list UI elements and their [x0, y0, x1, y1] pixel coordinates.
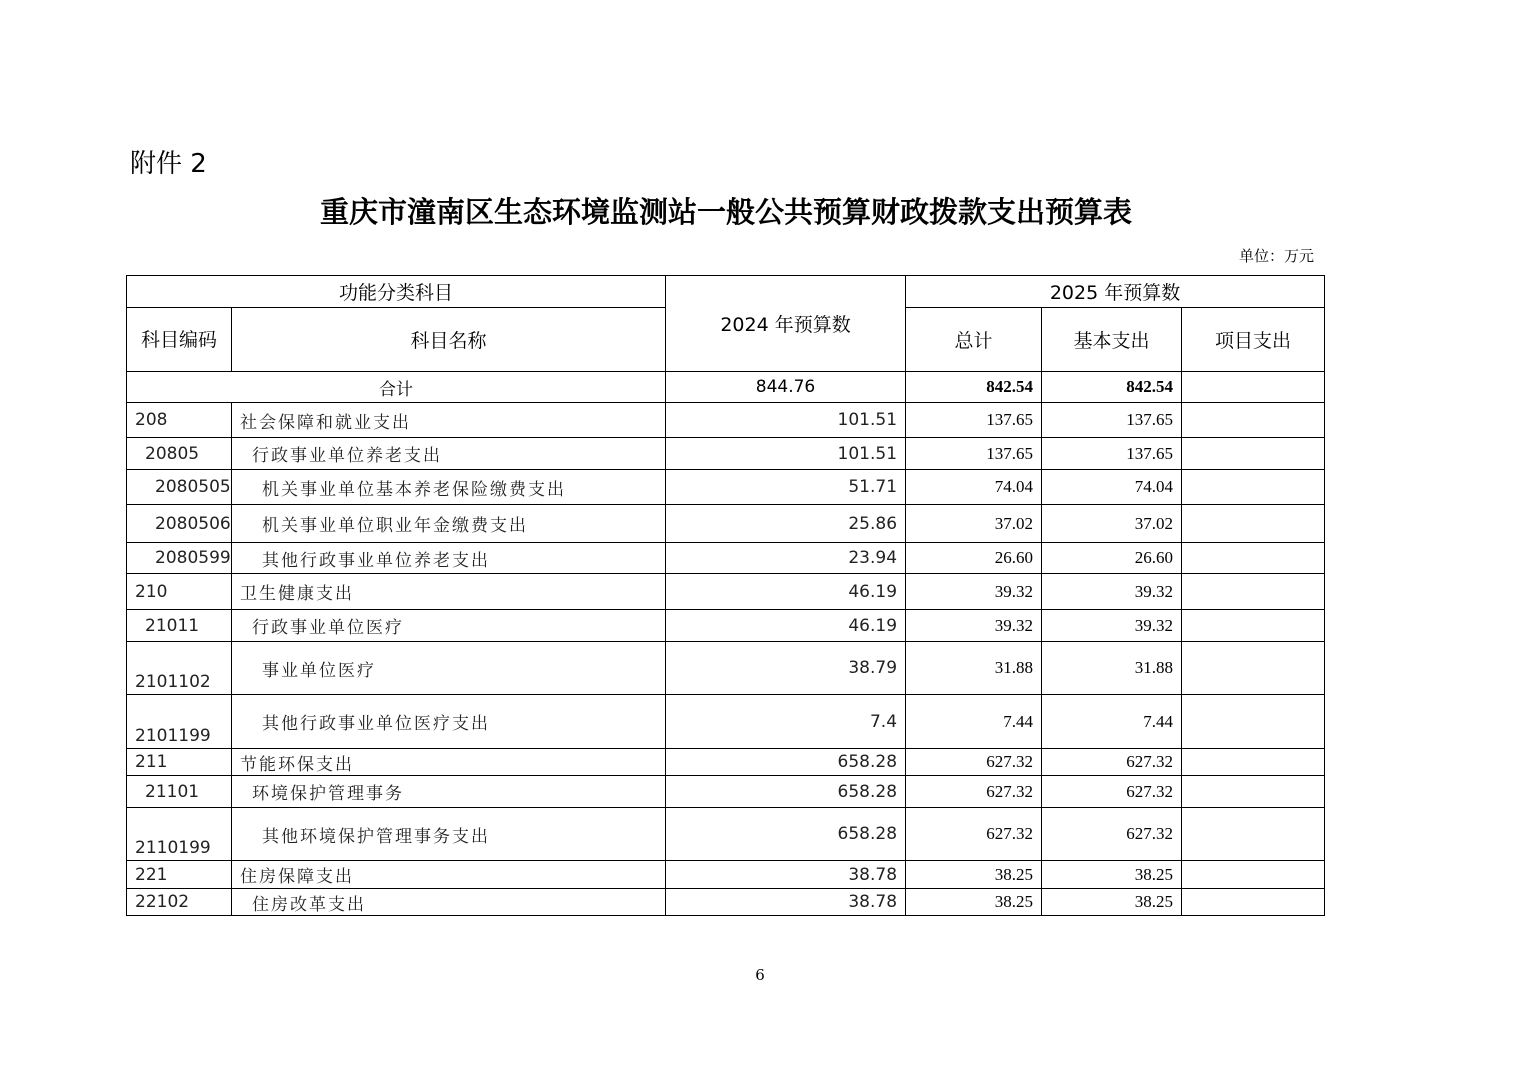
- row-basic: 137.65: [1042, 438, 1182, 470]
- row-total: 39.32: [906, 574, 1042, 610]
- total-budget-basic: 842.54: [1042, 372, 1182, 403]
- header-budget-2024: 2024 年预算数: [666, 276, 906, 372]
- row-name: 节能环保支出: [232, 749, 666, 776]
- row-name: 行政事业单位养老支出: [232, 438, 666, 470]
- row-basic: 74.04: [1042, 470, 1182, 505]
- header-basic: 基本支出: [1042, 308, 1182, 372]
- total-budget-total: 842.54: [906, 372, 1042, 403]
- row-total: 74.04: [906, 470, 1042, 505]
- attachment-label: 附件 2: [130, 149, 207, 179]
- table-row: [127, 438, 1325, 470]
- row-code: 210: [127, 574, 232, 610]
- table-row: [127, 695, 1325, 749]
- header-code: 科目编码: [127, 308, 232, 372]
- row-basic: 37.02: [1042, 505, 1182, 543]
- row-code: 2080506: [127, 505, 232, 543]
- row-name: 社会保障和就业支出: [232, 403, 666, 438]
- row-code: 2110199: [127, 808, 232, 861]
- row-code: 208: [127, 403, 232, 438]
- row-budget-2024: 46.19: [666, 610, 906, 642]
- row-basic: 38.25: [1042, 861, 1182, 889]
- row-code: 22102: [127, 889, 232, 916]
- row-budget-2024: 101.51: [666, 403, 906, 438]
- row-total: 39.32: [906, 610, 1042, 642]
- row-project: [1182, 861, 1325, 889]
- unit-label: 单位：万元: [1238, 247, 1314, 265]
- table-row: [127, 776, 1325, 808]
- table-row: [127, 470, 1325, 505]
- row-project: [1182, 543, 1325, 574]
- table-row: [127, 403, 1325, 438]
- header-budget-2025: 2025 年预算数: [906, 276, 1325, 308]
- row-total: 627.32: [906, 749, 1042, 776]
- table-row: [127, 610, 1325, 642]
- row-budget-2024: 101.51: [666, 438, 906, 470]
- row-budget-2024: 38.79: [666, 642, 906, 695]
- row-basic: 137.65: [1042, 403, 1182, 438]
- row-project: [1182, 642, 1325, 695]
- row-basic: 26.60: [1042, 543, 1182, 574]
- row-code: 2101102: [127, 642, 232, 695]
- table-row: [127, 749, 1325, 776]
- table-row: [127, 642, 1325, 695]
- row-code: 20805: [127, 438, 232, 470]
- row-project: [1182, 505, 1325, 543]
- row-basic: 31.88: [1042, 642, 1182, 695]
- row-name: 住房保障支出: [232, 861, 666, 889]
- row-code: 21101: [127, 776, 232, 808]
- row-budget-2024: 23.94: [666, 543, 906, 574]
- row-project: [1182, 470, 1325, 505]
- row-project: [1182, 438, 1325, 470]
- row-code: 2080599: [127, 543, 232, 574]
- row-basic: 39.32: [1042, 574, 1182, 610]
- row-name: 机关事业单位基本养老保险缴费支出: [232, 470, 666, 505]
- row-total: 627.32: [906, 776, 1042, 808]
- row-basic: 39.32: [1042, 610, 1182, 642]
- row-project: [1182, 610, 1325, 642]
- total-budget-2024: 844.76: [666, 372, 906, 403]
- row-code: 221: [127, 861, 232, 889]
- table-row: [127, 808, 1325, 861]
- table-row: [127, 505, 1325, 543]
- row-project: [1182, 403, 1325, 438]
- row-name: 其他行政事业单位养老支出: [232, 543, 666, 574]
- row-budget-2024: 658.28: [666, 776, 906, 808]
- row-total: 7.44: [906, 695, 1042, 749]
- header-function-category: 功能分类科目: [127, 276, 666, 308]
- row-project: [1182, 574, 1325, 610]
- row-name: 住房改革支出: [232, 889, 666, 916]
- row-basic: 627.32: [1042, 749, 1182, 776]
- row-name: 行政事业单位医疗: [232, 610, 666, 642]
- row-code: 21011: [127, 610, 232, 642]
- row-total: 31.88: [906, 642, 1042, 695]
- row-project: [1182, 776, 1325, 808]
- row-name: 机关事业单位职业年金缴费支出: [232, 505, 666, 543]
- page-number: 6: [755, 966, 765, 984]
- row-project: [1182, 889, 1325, 916]
- document-title: 重庆市潼南区生态环境监测站一般公共预算财政拨款支出预算表: [319, 195, 1132, 229]
- table-row: [127, 543, 1325, 574]
- total-row: [127, 372, 1325, 403]
- row-budget-2024: 51.71: [666, 470, 906, 505]
- row-budget-2024: 658.28: [666, 749, 906, 776]
- header-total: 总计: [906, 308, 1042, 372]
- table-row: [127, 861, 1325, 889]
- row-name: 其他行政事业单位医疗支出: [232, 695, 666, 749]
- table-row: [127, 574, 1325, 610]
- row-budget-2024: 38.78: [666, 889, 906, 916]
- row-total: 26.60: [906, 543, 1042, 574]
- budget-table: [126, 275, 1325, 916]
- row-basic: 627.32: [1042, 776, 1182, 808]
- row-basic: 7.44: [1042, 695, 1182, 749]
- row-basic: 627.32: [1042, 808, 1182, 861]
- row-code: 2080505: [127, 470, 232, 505]
- row-name: 事业单位医疗: [232, 642, 666, 695]
- row-budget-2024: 46.19: [666, 574, 906, 610]
- row-basic: 38.25: [1042, 889, 1182, 916]
- row-budget-2024: 38.78: [666, 861, 906, 889]
- total-label: 合计: [127, 372, 666, 403]
- row-project: [1182, 749, 1325, 776]
- row-budget-2024: 7.4: [666, 695, 906, 749]
- row-total: 38.25: [906, 889, 1042, 916]
- row-total: 137.65: [906, 403, 1042, 438]
- row-budget-2024: 658.28: [666, 808, 906, 861]
- row-name: 环境保护管理事务: [232, 776, 666, 808]
- row-total: 38.25: [906, 861, 1042, 889]
- row-total: 627.32: [906, 808, 1042, 861]
- row-project: [1182, 695, 1325, 749]
- header-project: 项目支出: [1182, 308, 1325, 372]
- row-code: 211: [127, 749, 232, 776]
- row-total: 37.02: [906, 505, 1042, 543]
- row-code: 2101199: [127, 695, 232, 749]
- row-budget-2024: 25.86: [666, 505, 906, 543]
- row-name: 卫生健康支出: [232, 574, 666, 610]
- row-name: 其他环境保护管理事务支出: [232, 808, 666, 861]
- row-project: [1182, 808, 1325, 861]
- row-total: 137.65: [906, 438, 1042, 470]
- table-row: [127, 889, 1325, 916]
- total-budget-project: [1182, 372, 1325, 403]
- header-name: 科目名称: [232, 308, 666, 372]
